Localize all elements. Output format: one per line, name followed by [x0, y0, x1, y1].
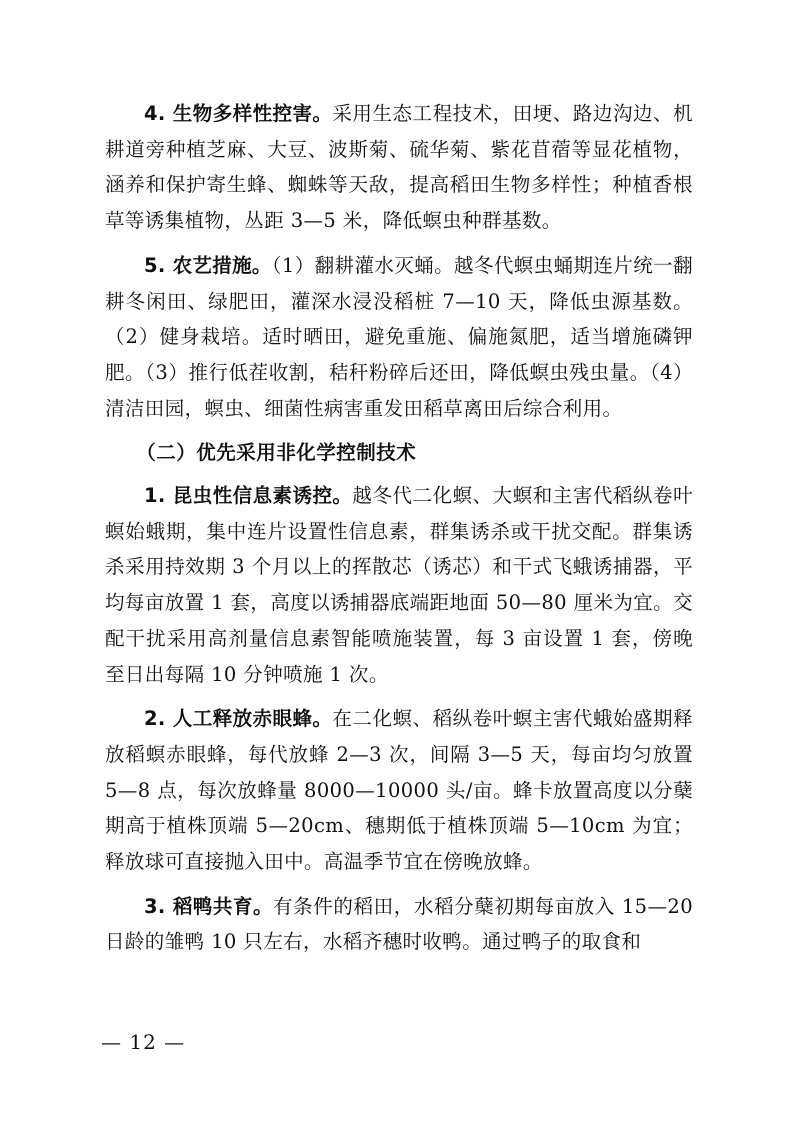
paragraph-text: 采用生态工程技术，田埂、路边沟边、机耕道旁种植芝麻、大豆、波斯菊、硫华菊、紫花苜蓿等显花植物，涵养和保护寄生蜂、蜘蛛等天敌，提高稻田生物多样性；种植香根草等诱集植物，丛距 3—5 米，降低螟虫种群基数。: [105, 102, 693, 233]
document-body: [105, 96, 693, 969]
paragraph-biodiversity: [105, 96, 693, 239]
page-number: — 12 —: [101, 1030, 186, 1054]
paragraph-lead: 3. 稻鸭共育。: [144, 894, 273, 918]
section-heading: （二）优先采用非化学控制技术: [136, 441, 417, 465]
paragraph-lead: 5. 农艺措施。: [144, 253, 272, 277]
paragraph-pheromone: [105, 478, 693, 692]
paragraph-lead: 4. 生物多样性控害。: [144, 102, 333, 125]
paragraph-trichogramma: [105, 701, 693, 880]
paragraph-lead: 1. 昆虫性信息素诱控。: [144, 484, 353, 508]
paragraph-rice-duck: [105, 889, 693, 960]
paragraph-text: 越冬代二化螟、大螟和主害代稻纵卷叶螟始蛾期，集中连片设置性信息素，群集诱杀或干扰交配。群集诱杀采用持效期 3 个月以上的挥散芯（诱芯）和干式飞蛾诱捕器，平均每亩放置 1 套，高度以诱捕器底端距地面 50—80 厘米为宜。交配干扰采用高剂量信息素智能喷施装置，每 3 亩设置 1 套，傍晚至日出每隔 10 分钟喷施 1 次。: [105, 484, 693, 686]
paragraph-text: 有条件的稻田，水稻分蘖初期每亩放入 15—20 日龄的雏鸭 10 只左右，水稻齐穗时收鸭。通过鸭子的取食和: [105, 894, 693, 954]
paragraph-text: （1）翻耕灌水灭蛹。越冬代螟虫蛹期连片统一翻耕冬闲田、绿肥田，灌深水浸没稻桩 7—10 天，降低虫源基数。（2）健身栽培。适时晒田，避免重施、偏施氮肥，适当增施磷钾肥。（3）推行低茬收割，秸秆粉碎后还田，降低螟虫残虫量。（4）清洁田园，螟虫、细菌性病害重发田稻草离田后综合利用。: [105, 253, 693, 420]
paragraph-agronomic: [105, 248, 693, 427]
paragraph-lead: 2. 人工释放赤眼蜂。: [144, 707, 333, 731]
paragraph-text: 在二化螟、稻纵卷叶螟主害代蛾始盛期释放稻螟赤眼蜂，每代放蜂 2—3 次，间隔 3—5 天，每亩均匀放置 5—8 点，每次放蜂量 8000—10000 头/亩。蜂卡放置高度以分蘖期高于植株顶端 5—20cm、穗期低于植株顶端 5—10cm 为宜；释放球可直接抛入田中。高温季节宜在傍晚放蜂。: [105, 707, 693, 874]
